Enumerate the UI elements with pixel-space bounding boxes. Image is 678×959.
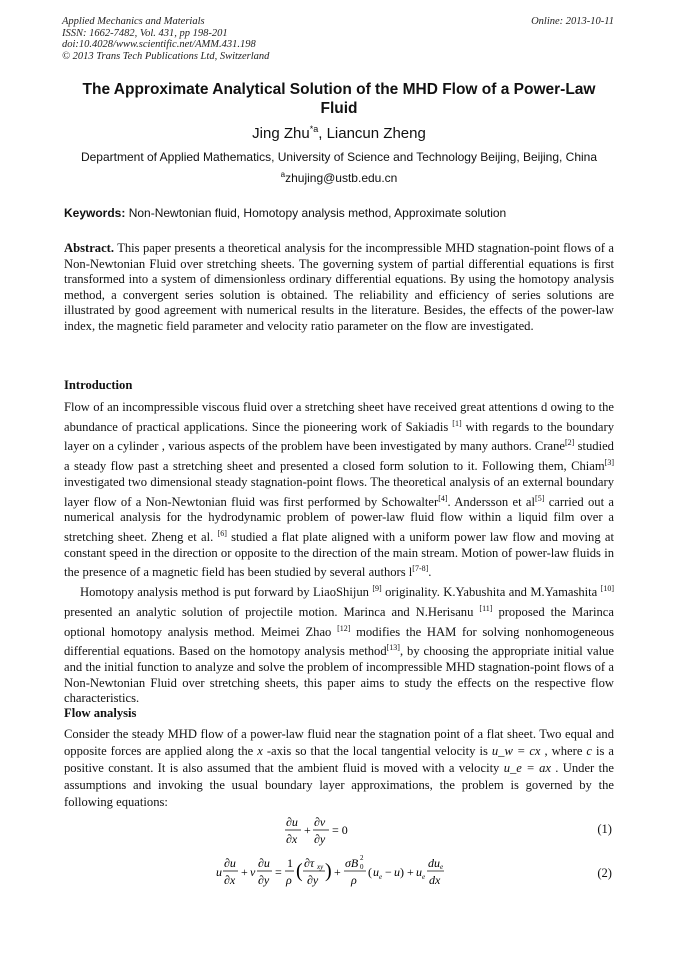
svg-text:2: 2 [360, 854, 364, 862]
citation-ref[interactable]: [4] [438, 493, 448, 503]
svg-text:ρ: ρ [286, 873, 292, 887]
text-run: investigated two dimensional steady stagnation-point flows. The theoretical analysis of an external boundary layer flow of a Non-Newtonian fluid was first performed by Schowalter [64, 474, 614, 509]
text-run: studied a flat plate aligned with a uniform power law flow and moving at constant speed in the direction or opposite to the direction of the main stream. Motion of power-law fluids in the presence of a magnetic field has been studied by several authors l [64, 530, 615, 580]
equation-2-number: (2) [597, 866, 612, 880]
text-run: , where [540, 744, 587, 758]
svg-text:=: = [275, 865, 282, 879]
equation-1-graphic [282, 813, 362, 853]
email-line [64, 170, 614, 185]
math-var: c [586, 744, 593, 758]
text-run: originality. K.Yabushita and M.Yamashita [381, 585, 598, 600]
svg-text:u: u [416, 865, 422, 879]
text-run: . Under the assumptions and invoking the usual boundary layer approximations, the problem is governed by the following equations: [64, 761, 614, 809]
citation-ref[interactable]: [1] [452, 418, 462, 428]
svg-text:) +: ) + [400, 865, 414, 879]
citation-ref[interactable]: [6] [217, 528, 227, 538]
svg-text:∂u: ∂u [286, 815, 298, 829]
text-run: . Andersson et al [447, 494, 536, 509]
keywords-label: Keywords: [64, 206, 126, 220]
svg-text:∂y: ∂y [314, 832, 326, 846]
online-date: Online: 2013-10-11 [531, 16, 614, 27]
journal-name: Applied Mechanics and Materials [62, 16, 205, 27]
copyright-line: © 2013 Trans Tech Publications Ltd, Switzerland [62, 50, 270, 62]
citation-ref[interactable]: [10] [600, 584, 614, 594]
journal-meta [62, 16, 269, 62]
svg-text:+: + [241, 865, 248, 879]
citation-ref[interactable]: [11] [479, 603, 493, 613]
flow-analysis-body [64, 726, 614, 811]
text-run: with regards to the boundary layer on a cylinder , various aspects of the problem have been investigated by many authors. Crane [64, 419, 614, 454]
author-2: , Liancun Zheng [318, 125, 426, 142]
svg-text:u: u [394, 865, 400, 879]
math-inline: u_e = ax [503, 761, 551, 775]
email-mark: a [280, 170, 286, 179]
svg-text:): ) [325, 860, 332, 882]
svg-text:∂τ: ∂τ [304, 856, 315, 870]
svg-text:∂x: ∂x [224, 873, 236, 887]
citation-ref[interactable]: [13] [386, 643, 400, 653]
citation-ref[interactable]: [2] [564, 438, 575, 448]
svg-text:e: e [440, 863, 444, 871]
text-run: . [428, 565, 432, 580]
svg-text:e: e [379, 873, 383, 881]
introduction-heading: Introduction [64, 378, 133, 392]
introduction-body [64, 400, 614, 707]
text-run: presented an analytic solution of projectile motion. Marinca and N.Herisanu [64, 605, 474, 620]
text-run: Flow of an incompressible viscous fluid over a stretching sheet have received great attentions d owing to the abundance of practical applications. Since the pioneering work of Sakiadis [64, 400, 614, 434]
text-run: -axis so that the local tangential velocity is [262, 744, 492, 758]
text-run: Homotopy analysis method is put forward by LiaoShijun [80, 585, 369, 600]
svg-text:(: ( [368, 865, 372, 879]
citation-ref[interactable]: [9] [372, 584, 382, 594]
keywords-text: Non-Newtonian fluid, Homotopy analysis method, Approximate solution [125, 206, 507, 220]
text-run: proposed the Marinca optional homotopy analysis method. Meimei Zhao [64, 605, 614, 639]
issn-line: ISSN: 1662-7482, Vol. 431, pp 198-201 [62, 27, 228, 39]
svg-text:v: v [250, 865, 256, 879]
svg-text:= 0: = 0 [332, 823, 348, 837]
intro-paragraph-2 [64, 581, 614, 707]
svg-text:+: + [334, 865, 341, 879]
abstract-text: This paper presents a theoretical analysis for the incompressible MHD stagnation-point flows of a Non-Newtonian Fluid over stretching sheets. The governing system of partial differential equations is first transformed into a system of dimensionless ordinary differential equations. By using the homotopy analysis method, a convergent series solution is obtained. The reliability and efficiency of series solutions are illustrated by good agreement with numerical results in the literature. Besides, the effects of the power-law index, the magnetic field parameter and velocity ratio parameter on the flow are investigated. [64, 241, 614, 333]
svg-text:∂x: ∂x [286, 832, 298, 846]
svg-text:0: 0 [360, 863, 364, 871]
svg-text:σB: σB [345, 856, 359, 870]
svg-text:+: + [304, 823, 311, 837]
svg-text:∂y: ∂y [258, 873, 270, 887]
flow-analysis-heading: Flow analysis [64, 706, 137, 720]
author-1-mark: *a [309, 124, 319, 134]
svg-text:∂u: ∂u [258, 856, 270, 870]
citation-ref[interactable]: [12] [337, 623, 351, 633]
citation-ref[interactable]: [7-8] [412, 564, 429, 574]
email-address[interactable]: zhujing@ustb.edu.cn [285, 171, 398, 185]
affiliation: Department of Applied Mathematics, University of Science and Technology Beijing, Beijing, China [80, 150, 598, 164]
equation-2-graphic [214, 852, 444, 896]
text-run: modifies the HAM for solving nonhomogeneous differential equations. Based on the homotopy analysis method [64, 624, 614, 659]
text-run: is a positive constant. It is also assumed that the ambient fluid is moved with a velocity [64, 744, 614, 775]
svg-text:u: u [373, 865, 379, 879]
citation-ref[interactable]: [5] [535, 493, 545, 503]
paper-title: The Approximate Analytical Solution of the MHD Flow of a Power-Law Fluid [82, 81, 596, 117]
author-1: Jing Zhu [252, 125, 310, 142]
svg-text:e: e [422, 873, 426, 881]
authors [64, 124, 614, 142]
svg-text:∂y: ∂y [307, 873, 319, 887]
svg-text:dx: dx [429, 873, 441, 887]
svg-text:ρ: ρ [351, 873, 357, 887]
text-run: Consider the steady MHD flow of a power-law fluid near the stagnation point of a flat sheet. Two equal and opposite forces are applied along the [64, 727, 614, 758]
equation-1 [282, 813, 362, 857]
svg-text:∂v: ∂v [314, 815, 326, 829]
intro-paragraph-1 [64, 400, 614, 581]
keywords [64, 206, 624, 220]
text-run: studied a steady flow past a stretching sheet and presented a closed form solution to it. Following them, Chiam [64, 439, 614, 474]
citation-ref[interactable]: [3] [604, 458, 614, 468]
svg-text:∂u: ∂u [224, 856, 236, 870]
svg-text:xy: xy [317, 863, 324, 871]
svg-text:(: ( [296, 860, 303, 882]
text-run: carried out a numerical analysis for the hydrodynamic problem of power-law fluid flow within a liquid film over a stretching sheet. Zheng et al. [64, 494, 614, 545]
math-inline: u_w = cx [491, 744, 541, 758]
abstract-label: Abstract. [64, 241, 115, 255]
doi-line[interactable]: doi:10.4028/www.scientific.net/AMM.431.198 [62, 39, 256, 50]
text-run: , by choosing the appropriate initial value and the initial function to analyze and solve the problem of incompressible MHD stagnation-point flows of a Non-Newtonian Fluid over stretching sheets, this paper aims to study the effects on the respective flow characteristics. [64, 644, 614, 706]
equation-1-number: (1) [597, 822, 612, 836]
svg-text:1: 1 [287, 856, 293, 870]
math-var: x [257, 744, 263, 758]
equation-2 [214, 852, 444, 900]
svg-text:−: − [385, 865, 392, 879]
abstract [64, 241, 614, 335]
svg-text:du: du [428, 856, 440, 870]
svg-text:u: u [216, 865, 222, 879]
